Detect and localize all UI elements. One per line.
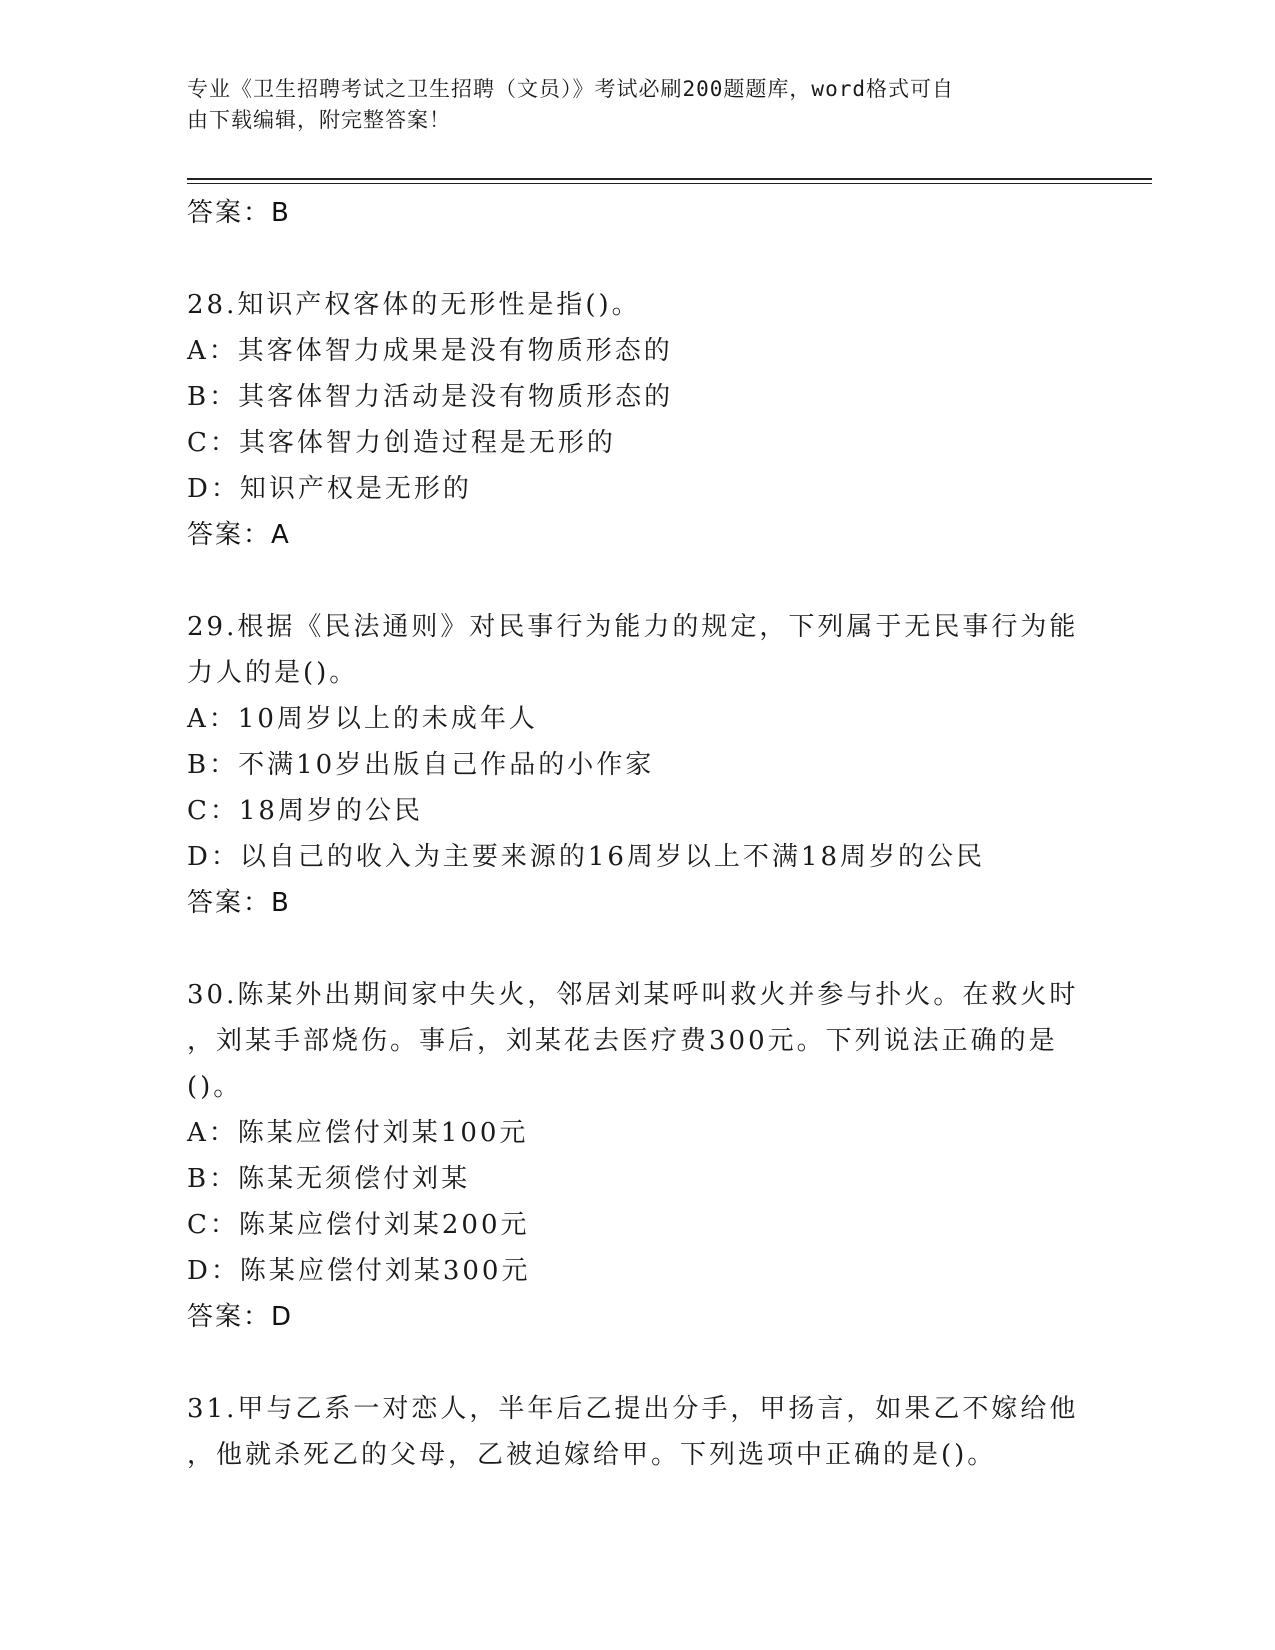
document-body <box>187 190 1087 1478</box>
option-a: A：其客体智力成果是没有物质形态的 <box>187 336 673 366</box>
question-stem: 力人的是()。 <box>187 658 359 688</box>
answer-line: 答案：D <box>187 1302 294 1332</box>
spacer <box>187 926 1087 972</box>
option-b: B：不满10岁出版自己作品的小作家 <box>187 750 655 780</box>
option-a: A：陈某应偿付刘某100元 <box>187 1118 529 1148</box>
question-stem: ，刘某手部烧伤。事后，刘某花去医疗费300元。下列说法正确的是 <box>187 1026 1058 1056</box>
question-stem: 29.根据《民法通则》对民事行为能力的规定，下列属于无民事行为能 <box>187 612 1079 642</box>
question-stem: 31.甲与乙系一对恋人，半年后乙提出分手，甲扬言，如果乙不嫁给他 <box>187 1394 1079 1424</box>
document-header <box>187 74 1067 136</box>
option-d: D：陈某应偿付刘某300元 <box>187 1256 531 1286</box>
header-line-2: 由下载编辑，附完整答案！ <box>187 108 451 132</box>
spacer <box>187 1340 1087 1386</box>
spacer <box>187 236 1087 282</box>
question-stem: ()。 <box>187 1072 243 1102</box>
option-b: B：其客体智力活动是没有物质形态的 <box>187 382 674 412</box>
question-30 <box>187 972 1087 1340</box>
option-a: A：10周岁以上的未成年人 <box>187 704 538 734</box>
question-stem: ，他就杀死乙的父母，乙被迫嫁给甲。下列选项中正确的是()。 <box>187 1440 997 1470</box>
question-29 <box>187 604 1087 926</box>
option-c: C：陈某应偿付刘某200元 <box>187 1210 530 1240</box>
question-28 <box>187 282 1087 558</box>
option-c: C：18周岁的公民 <box>187 796 423 826</box>
question-31 <box>187 1386 1087 1478</box>
header-line-1: 专业《卫生招聘考试之卫生招聘（文员）》考试必刷200题题库，word格式可自 <box>187 77 954 101</box>
option-d: D：以自己的收入为主要来源的16周岁以上不满18周岁的公民 <box>187 842 986 872</box>
question-stem: 28.知识产权客体的无形性是指()。 <box>187 290 641 320</box>
answer-line: 答案：B <box>187 198 291 228</box>
answer-line: 答案：A <box>187 520 291 550</box>
question-stem: 30.陈某外出期间家中失火，邻居刘某呼叫救火并参与扑火。在救火时 <box>187 980 1079 1010</box>
header-divider-thick <box>187 178 1152 180</box>
answer-line: 答案：B <box>187 888 291 918</box>
option-c: C：其客体智力创造过程是无形的 <box>187 428 616 458</box>
option-b: B：陈某无须偿付刘某 <box>187 1164 471 1194</box>
option-d: D：知识产权是无形的 <box>187 474 472 504</box>
header-divider-thin <box>187 183 1152 184</box>
spacer <box>187 558 1087 604</box>
